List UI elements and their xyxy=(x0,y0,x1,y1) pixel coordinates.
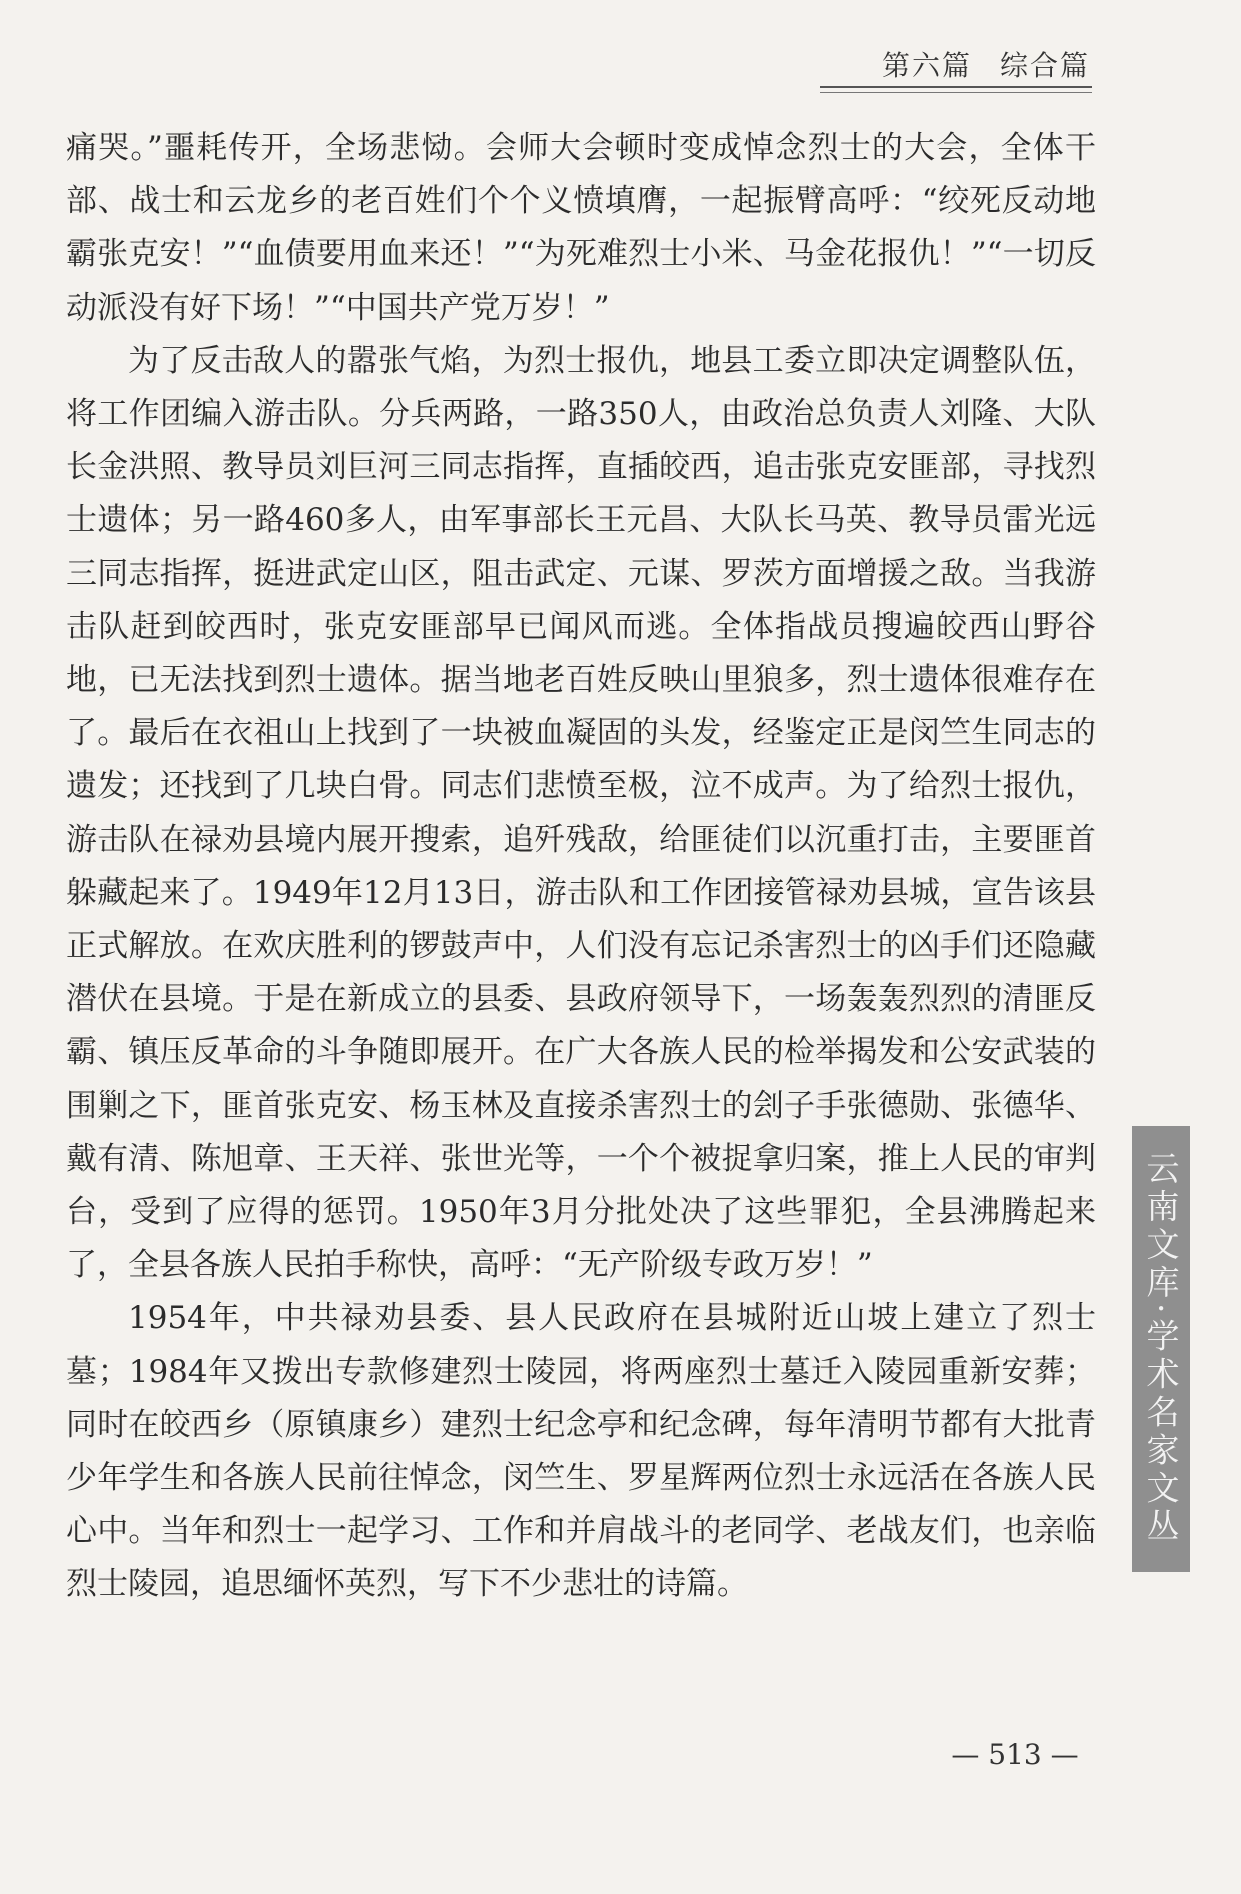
series-title: 云南文库·学术名家文丛 xyxy=(1141,1151,1181,1547)
page-number: — 513 — xyxy=(951,1738,1079,1771)
header-rule xyxy=(820,86,1092,88)
header-part: 第六篇 xyxy=(881,49,972,82)
running-header xyxy=(820,44,1090,84)
body-text xyxy=(66,122,1096,1612)
paragraph: 1954年，中共禄劝县委、县人民政府在县城附近山坡上建立了烈士墓；1984年又拨出专款修建烈士陵园，将两座烈士墓迁入陵园重新安葬；同时在皎西乡（原镇康乡）建烈士纪念亭和纪念碑，每年清明节都有大批青少年学生和各族人民前往悼念，闵竺生、罗星辉两位烈士永远活在各族人民心中。当年和烈士一起学习、工作和并肩战斗的老同学、老战友们，也亲临烈士陵园，追思缅怀英烈，写下不少悲壮的诗篇。 xyxy=(66,1300,1096,1603)
header-section: 综合篇 xyxy=(999,49,1090,82)
header-rule-thin xyxy=(820,92,1092,93)
paragraph-continued: 痛哭。”噩耗传开，全场悲恸。会师大会顿时变成悼念烈士的大会，全体干部、战士和云龙乡的老百姓们个个义愤填膺，一起振臂高呼：“绞死反动地霸张克安！”“血债要用血来还！”“为死难烈士小米、马金花报仇！”“一切反动派没有好下场！”“中国共产党万岁！” xyxy=(66,130,1096,326)
paragraph: 为了反击敌人的嚣张气焰，为烈士报仇，地县工委立即决定调整队伍，将工作团编入游击队。分兵两路，一路350人，由政治总负责人刘隆、大队长金洪照、教导员刘巨河三同志指挥，直插皎西，追击张克安匪部，寻找烈士遗体；另一路460多人，由军事部长王元昌、大队长马英、教导员雷光远三同志指挥，挺进武定山区，阻击武定、元谋、罗茨方面增援之敌。当我游击队赶到皎西时，张克安匪部早已闻风而逃。全体指战员搜遍皎西山野谷地，已无法找到烈士遗体。据当地老百姓反映山里狼多，烈士遗体很难存在了。最后在衣祖山上找到了一块被血凝固的头发，经鉴定正是闵竺生同志的遗发；还找到了几块白骨。同志们悲愤至极，泣不成声。为了给烈士报仇，游击队在禄劝县境内展开搜索，追歼残敌，给匪徒们以沉重打击，主要匪首躲藏起来了。1949年12月13日，游击队和工作团接管禄劝县城，宣告该县正式解放。在欢庆胜利的锣鼓声中，人们没有忘记杀害烈士的凶手们还隐藏潜伏在县境。于是在新成立的县委、县政府领导下，一场轰轰烈烈的清匪反霸、镇压反革命的斗争随即展开。在广大各族人民的检举揭发和公安武装的围剿之下，匪首张克安、杨玉林及直接杀害烈士的刽子手张德勋、张德华、戴有清、陈旭章、王天祥、张世光等，一个个被捉拿归案，推上人民的审判台，受到了应得的惩罚。1950年3月分批处决了这些罪犯，全县沸腾起来了，全县各族人民拍手称快，高呼：“无产阶级专政万岁！” xyxy=(66,342,1096,1284)
series-side-tab xyxy=(1132,1126,1190,1572)
